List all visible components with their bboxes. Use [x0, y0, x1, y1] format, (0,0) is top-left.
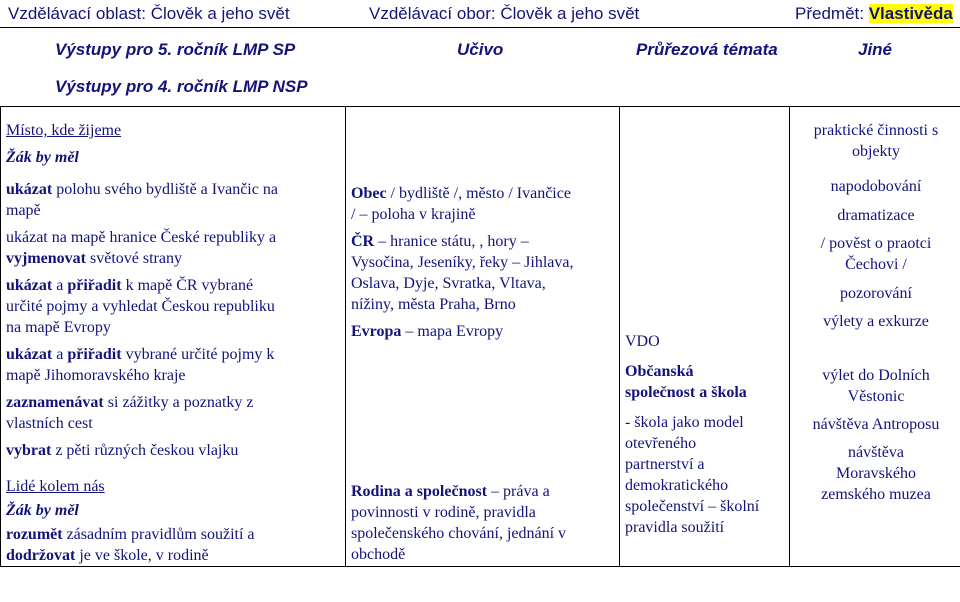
- content-cr-line2: Vysočina, Jeseníky, řeky – Jihlava,: [351, 254, 574, 271]
- educational-area-label: Vzdělávací oblast: Člověk a jeho svět: [8, 4, 290, 23]
- civic-item-line6: pravidla soužití: [625, 519, 725, 536]
- other-legend: / pověst o praotci: [820, 235, 932, 252]
- other-imitation: napodobování: [830, 178, 922, 195]
- other-dramatization: dramatizace: [837, 207, 915, 224]
- vdo-label: VDO: [625, 333, 660, 350]
- content-family-line4: obchodě: [351, 546, 406, 563]
- outcome-3-line2: určité pojmy a vyhledat Českou republiku: [6, 298, 275, 315]
- other-trip-vestonice: výlet do Dolních: [822, 367, 930, 384]
- page-header: [0, 0, 960, 106]
- content-family-line3: společenského chování, jednání v: [351, 525, 567, 542]
- section-title-people: Lidé kolem nás: [6, 478, 105, 495]
- subject-name: Vlastivěda: [868, 4, 953, 23]
- outcome-6: vybrat z pěti různých českou vlajku: [6, 442, 239, 459]
- outcomes-cell: [1, 107, 346, 567]
- content-cr: ČR – hranice státu, , hory –: [351, 233, 529, 250]
- outcome-5: zaznamenávat si zážitky a poznatky z: [6, 394, 254, 411]
- col1-title: Výstupy pro 5. ročník LMP SP: [55, 40, 296, 59]
- table-row: [1, 107, 960, 567]
- col2-title: Učivo: [457, 40, 504, 59]
- civic-society-line2: společnost a škola: [625, 384, 747, 401]
- civic-item-line5: společenství – školní: [625, 498, 760, 515]
- outcome-2-line2: vyjmenovat světové strany: [6, 250, 182, 267]
- other-museum: návštěva: [848, 444, 904, 461]
- outcome-1: ukázat polohu svého bydliště a Ivančic na: [6, 181, 278, 198]
- content-family: Rodina a společnost – práva a: [351, 483, 550, 500]
- outcome-5-line2: vlastních cest: [6, 415, 93, 432]
- col4-title: Jiné: [858, 40, 893, 59]
- other-trips: výlety a exkurze: [823, 313, 929, 330]
- content-europe: Evropa – mapa Evropy: [351, 323, 504, 340]
- student-lead: Žák by měl: [6, 149, 79, 166]
- curriculum-table: [0, 106, 960, 567]
- outcome-7: rozumět zásadním pravidlům soužití a: [6, 526, 255, 543]
- outcome-4-line2: mapě Jihomoravského kraje: [6, 367, 186, 384]
- subject-prefix: Předmět:: [795, 4, 869, 23]
- civic-item-line2: otevřeného: [625, 435, 697, 452]
- section-title-place: Místo, kde žijeme: [6, 122, 122, 139]
- civic-item-line4: demokratického: [625, 477, 729, 494]
- other-museum-line2: Moravského: [836, 465, 916, 482]
- cross-cutting-cell: [620, 107, 790, 567]
- outcome-8: dodržovat je ve škole, v rodině: [6, 547, 209, 564]
- outcome-3: ukázat a přiřadit k mapě ČR vybrané: [6, 277, 254, 294]
- civic-society: Občanská: [625, 363, 694, 380]
- other-trip-vestonice-line2: Věstonic: [847, 388, 905, 405]
- subject-label: [795, 4, 953, 24]
- outcome-4: ukázat a přiřadit vybrané určité pojmy k: [6, 346, 275, 363]
- outcome-1-line2: mapě: [6, 202, 41, 219]
- other-observation: pozorování: [840, 285, 912, 302]
- other-anthropos: návštěva Antroposu: [812, 416, 940, 433]
- civic-item: - škola jako model: [625, 414, 744, 431]
- header-divider: [0, 27, 960, 28]
- civic-item-line3: partnerství a: [625, 456, 705, 473]
- other-activities-line2: objekty: [852, 143, 900, 160]
- content-cr-line3: Oslava, Dyje, Svratka, Vltava,: [351, 275, 546, 292]
- outcome-3-line3: na mapě Evropy: [6, 319, 111, 336]
- content-family-line2: povinnosti v rodině, pravidla: [351, 504, 536, 521]
- student-lead-2: Žák by měl: [6, 502, 79, 519]
- other-legend-line2: Čechovi /: [845, 256, 907, 273]
- content-cr-line4: nížiny, města Praha, Brno: [351, 296, 516, 313]
- other-museum-line3: zemského muzea: [821, 486, 931, 503]
- content-municipality: Obec / bydliště /, město / Ivančice: [351, 185, 571, 202]
- content-cell: [346, 107, 620, 567]
- col3-title: Průřezová témata: [636, 40, 778, 59]
- other-cell: [790, 107, 960, 567]
- outcome-2: ukázat na mapě hranice České republiky a: [6, 229, 277, 246]
- educational-field-label: Vzdělávací obor: Člověk a jeho svět: [369, 4, 640, 23]
- col1-subtitle: Výstupy pro 4. ročník LMP NSP: [55, 77, 308, 96]
- other-activities: praktické činnosti s: [813, 122, 939, 139]
- content-municipality-line2: / – poloha v krajině: [351, 206, 476, 223]
